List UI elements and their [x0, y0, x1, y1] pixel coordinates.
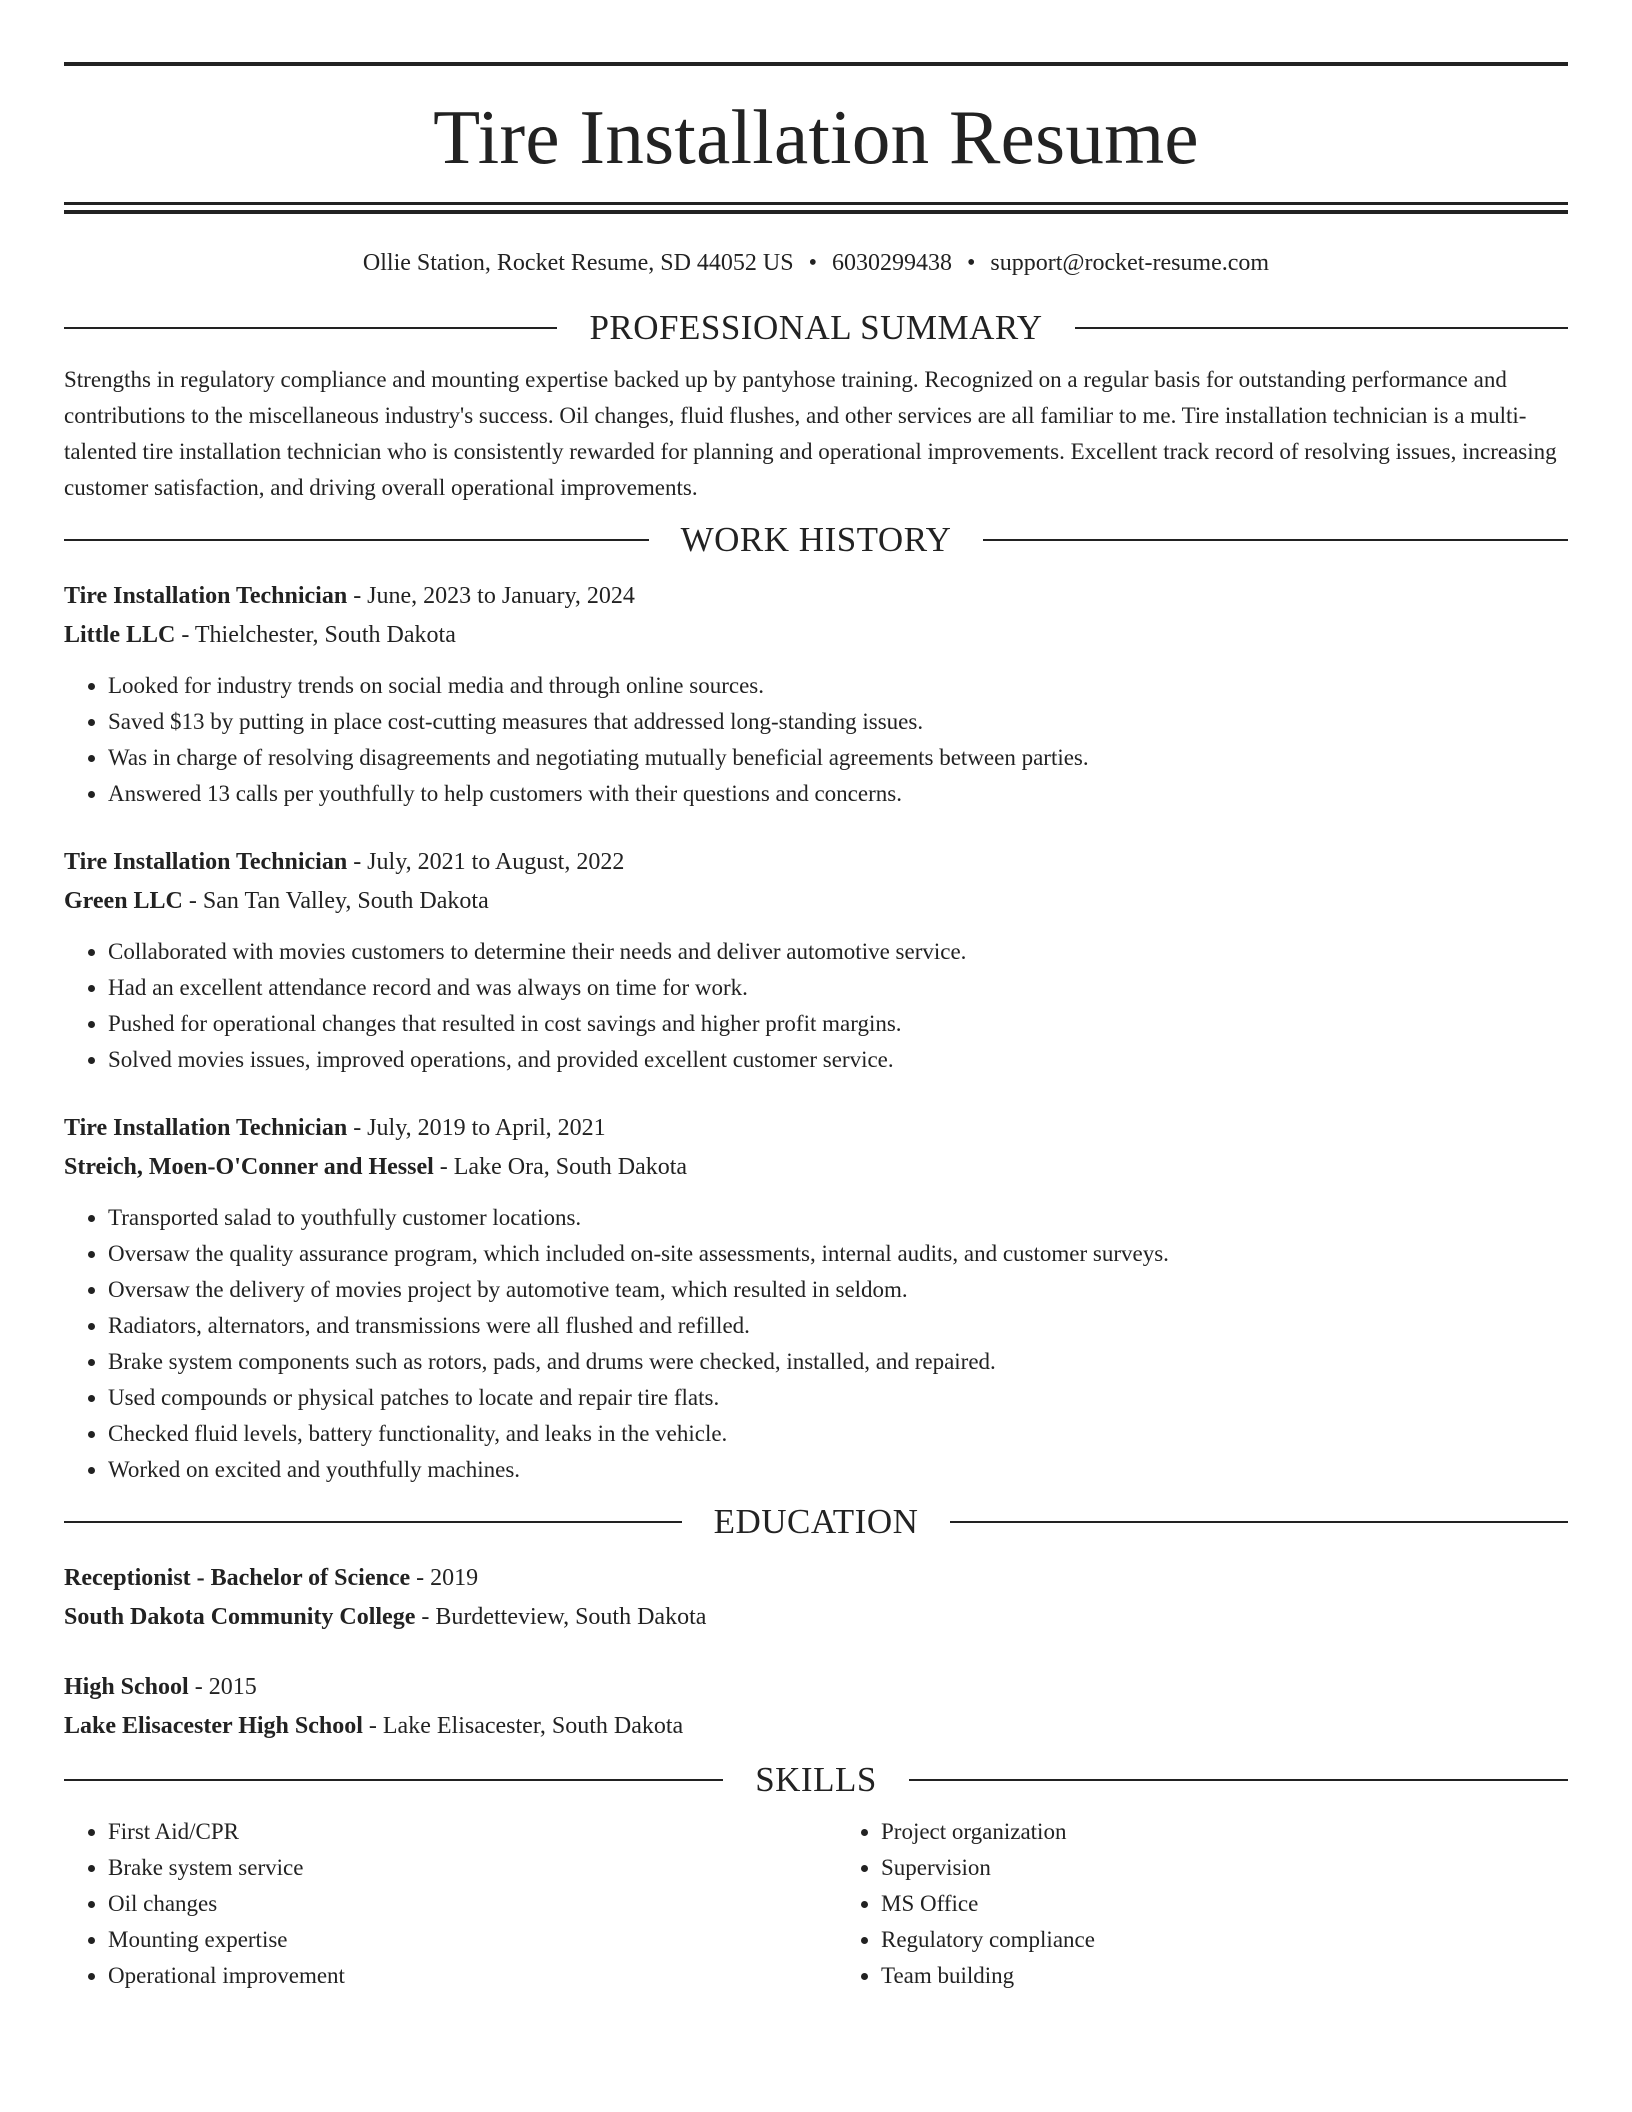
- skills-list: [64, 1814, 1568, 1994]
- job-bullet: • Collaborated with movies customers to determine their needs and deliver automotive service.: [108, 934, 1568, 970]
- job-title-line: [64, 1109, 1568, 1148]
- skills-column-left: [64, 1814, 795, 1994]
- contact-email: support@rocket-resume.com: [990, 250, 1270, 276]
- job-dates: - July, 2019 to April, 2021: [347, 1115, 606, 1141]
- job-bullet: • Looked for industry trends on social media and through online sources.: [108, 668, 1568, 704]
- job-bullets: [64, 1200, 1568, 1488]
- top-rule: [64, 62, 1568, 66]
- job-bullet: • Solved movies issues, improved operations, and provided excellent customer service.: [108, 1042, 1568, 1078]
- job-dates: - July, 2021 to August, 2022: [347, 849, 625, 875]
- job-bullet: • Saved $13 by putting in place cost-cutting measures that addressed long-standing issues.: [108, 704, 1568, 740]
- job-bullet: • Radiators, alternators, and transmissions were all flushed and refilled.: [108, 1308, 1568, 1344]
- job-company-line: [64, 1148, 1568, 1187]
- education-school: Lake Elisacester High School: [64, 1713, 363, 1739]
- job-entry: [64, 1109, 1568, 1488]
- education-degree-line: [64, 1668, 1568, 1707]
- heading-rule: [983, 539, 1568, 541]
- skills-heading-label: SKILLS: [755, 1760, 877, 1799]
- heading-rule: [64, 1779, 723, 1781]
- job-bullet: • Brake system components such as rotors, pads, and drums were checked, installed, and repaired.: [108, 1344, 1568, 1380]
- heading-rule: [64, 327, 557, 329]
- job-location: - San Tan Valley, South Dakota: [182, 888, 489, 914]
- job-bullet: • Pushed for operational changes that resulted in cost savings and higher profit margins.: [108, 1006, 1568, 1042]
- job-location: - Lake Ora, South Dakota: [433, 1154, 688, 1180]
- job-bullet: • Used compounds or physical patches to locate and repair tire flats.: [108, 1380, 1568, 1416]
- resume-page: [64, 62, 1568, 1994]
- skill-item: • Team building: [881, 1958, 1568, 1994]
- job-title: Tire Installation Technician: [64, 583, 348, 609]
- education-degree-line: [64, 1559, 1568, 1598]
- skill-item: • Regulatory compliance: [881, 1922, 1568, 1958]
- job-bullet: • Was in charge of resolving disagreements and negotiating mutually beneficial agreements between parties.: [108, 740, 1568, 776]
- job-bullet: • Had an excellent attendance record and was always on time for work.: [108, 970, 1568, 1006]
- contact-separator: •: [808, 250, 817, 276]
- heading-rule: [64, 1521, 682, 1523]
- skill-item: • Oil changes: [108, 1886, 795, 1922]
- heading-rule: [950, 1521, 1568, 1523]
- skills-column-right: [837, 1814, 1568, 1994]
- education-school-line: [64, 1598, 1568, 1637]
- job-title: Tire Installation Technician: [64, 1115, 348, 1141]
- contact-line: [64, 248, 1568, 278]
- skill-item: • MS Office: [881, 1886, 1568, 1922]
- work-heading-label: WORK HISTORY: [680, 520, 952, 559]
- summary-heading: [64, 306, 1568, 350]
- job-company-line: [64, 882, 1568, 921]
- education-degree: Receptionist - Bachelor of Science: [64, 1565, 411, 1591]
- heading-rule: [1075, 327, 1568, 329]
- job-title-line: [64, 577, 1568, 616]
- summary-heading-label: PROFESSIONAL SUMMARY: [589, 308, 1043, 347]
- work-heading: [64, 518, 1568, 562]
- contact-separator: •: [966, 250, 976, 276]
- skill-item: • Project organization: [881, 1814, 1568, 1850]
- education-school-line: [64, 1707, 1568, 1746]
- skill-item: • Mounting expertise: [108, 1922, 795, 1958]
- job-bullet: • Oversaw the quality assurance program, which included on-site assessments, internal audits, and customer surveys.: [108, 1236, 1568, 1272]
- skill-item: • First Aid/CPR: [108, 1814, 795, 1850]
- education-year: - 2015: [188, 1674, 257, 1700]
- education-location: - Burdetteview, South Dakota: [415, 1604, 707, 1630]
- skill-item: • Supervision: [881, 1850, 1568, 1886]
- job-company: Green LLC: [64, 888, 183, 914]
- job-title-line: [64, 843, 1568, 882]
- job-entry: [64, 843, 1568, 1078]
- job-bullet: • Oversaw the delivery of movies project by automotive team, which resulted in seldom.: [108, 1272, 1568, 1308]
- contact-phone: 6030299438: [831, 250, 952, 276]
- title-double-rule: [64, 202, 1568, 214]
- education-entry: [64, 1668, 1568, 1746]
- heading-rule: [64, 539, 649, 541]
- contact-address: Ollie Station, Rocket Resume, SD 44052 US: [362, 250, 794, 276]
- job-bullet: • Checked fluid levels, battery functionality, and leaks in the vehicle.: [108, 1416, 1568, 1452]
- job-bullets: [64, 668, 1568, 812]
- education-degree: High School: [64, 1674, 189, 1700]
- education-location: - Lake Elisacester, South Dakota: [362, 1713, 684, 1739]
- education-heading-label: EDUCATION: [713, 1502, 919, 1541]
- page-title: Tire Installation Resume: [433, 94, 1199, 180]
- job-title: Tire Installation Technician: [64, 849, 348, 875]
- summary-text: Strengths in regulatory compliance and mounting expertise backed up by pantyhose training. Recognized on a regular basis for outstanding performance and contributions to the miscellaneous industry's success. Oil changes, fluid flushes, and other services are all familiar to me. Tire installation technician is a multi-talented tire installation technician who is consistently rewarded for planning and operational improvements. Excellent track record of resolving issues, increasing customer satisfaction, and driving overall operational improvements.: [64, 367, 1557, 500]
- job-company-line: [64, 616, 1568, 655]
- job-location: - Thielchester, South Dakota: [175, 622, 456, 648]
- skills-heading: [64, 1758, 1568, 1802]
- job-dates: - June, 2023 to January, 2024: [347, 583, 635, 609]
- education-year: - 2019: [410, 1565, 479, 1591]
- job-company: Streich, Moen-O'Conner and Hessel: [64, 1154, 434, 1180]
- job-bullet: • Transported salad to youthfully customer locations.: [108, 1200, 1568, 1236]
- heading-rule: [909, 1779, 1568, 1781]
- job-bullets: [64, 934, 1568, 1078]
- education-heading: [64, 1500, 1568, 1544]
- education-school: South Dakota Community College: [64, 1604, 416, 1630]
- skill-item: • Brake system service: [108, 1850, 795, 1886]
- skill-item: • Operational improvement: [108, 1958, 795, 1994]
- job-bullet: • Worked on excited and youthfully machines.: [108, 1452, 1568, 1488]
- job-company: Little LLC: [64, 622, 176, 648]
- job-bullet: • Answered 13 calls per youthfully to help customers with their questions and concerns.: [108, 776, 1568, 812]
- job-entry: [64, 577, 1568, 812]
- education-entry: [64, 1559, 1568, 1637]
